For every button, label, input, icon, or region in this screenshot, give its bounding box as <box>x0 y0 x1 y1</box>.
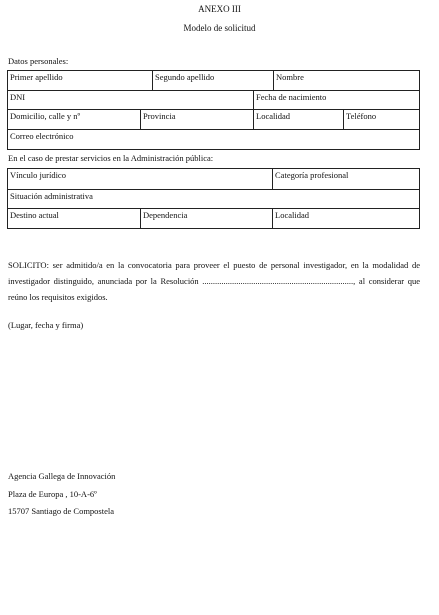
segundo-apellido-field[interactable]: Segundo apellido <box>153 71 274 91</box>
telefono-field[interactable]: Teléfono <box>344 110 420 130</box>
localidad-field[interactable]: Localidad <box>254 110 344 130</box>
signature-line: (Lugar, fecha y firma) <box>8 320 84 330</box>
categoria-field[interactable]: Categoría profesional <box>273 169 420 190</box>
form-subtitle: Modelo de solicitud <box>183 23 256 33</box>
personal-data-table <box>7 70 420 150</box>
correo-field[interactable]: Correo electrónico <box>8 130 420 150</box>
recipient-address <box>8 468 115 521</box>
nombre-field[interactable]: Nombre <box>274 71 420 91</box>
provincia-field[interactable]: Provincia <box>141 110 254 130</box>
dependencia-field[interactable]: Dependencia <box>141 209 273 229</box>
address-line-2: Plaza de Europa , 10-A-6º <box>8 488 97 499</box>
primer-apellido-field[interactable]: Primer apellido <box>8 71 153 91</box>
personal-section-label: Datos personales: <box>8 56 69 66</box>
fecha-nacimiento-field[interactable]: Fecha de nacimiento <box>254 91 420 110</box>
destino-field[interactable]: Destino actual <box>8 209 141 229</box>
admin-section-label: En el caso de prestar servicios en la Administración pública: <box>8 153 214 163</box>
request-paragraph: SOLICITO: ser admitido/a en la convocatoria para proveer el puesto de personal investigador, en la modalidad de investigador distinguido, anunciada por la Resolución ......................................................................., al considerar que reúno los requisitos exigidos. <box>8 260 420 302</box>
vinculo-field[interactable]: Vínculo jurídico <box>8 169 273 190</box>
address-line-3: 15707 Santiago de Compostela <box>8 506 115 516</box>
dni-field[interactable]: DNI <box>8 91 254 110</box>
admin-data-table <box>7 168 420 229</box>
situacion-field[interactable]: Situación administrativa <box>8 190 420 209</box>
annex-title: ANEXO III <box>198 4 241 14</box>
address-line-1: Agencia Gallega de Innovación <box>8 471 116 481</box>
domicilio-field[interactable]: Domicilio, calle y nº <box>8 110 141 130</box>
admin-localidad-field[interactable]: Localidad <box>273 209 420 229</box>
